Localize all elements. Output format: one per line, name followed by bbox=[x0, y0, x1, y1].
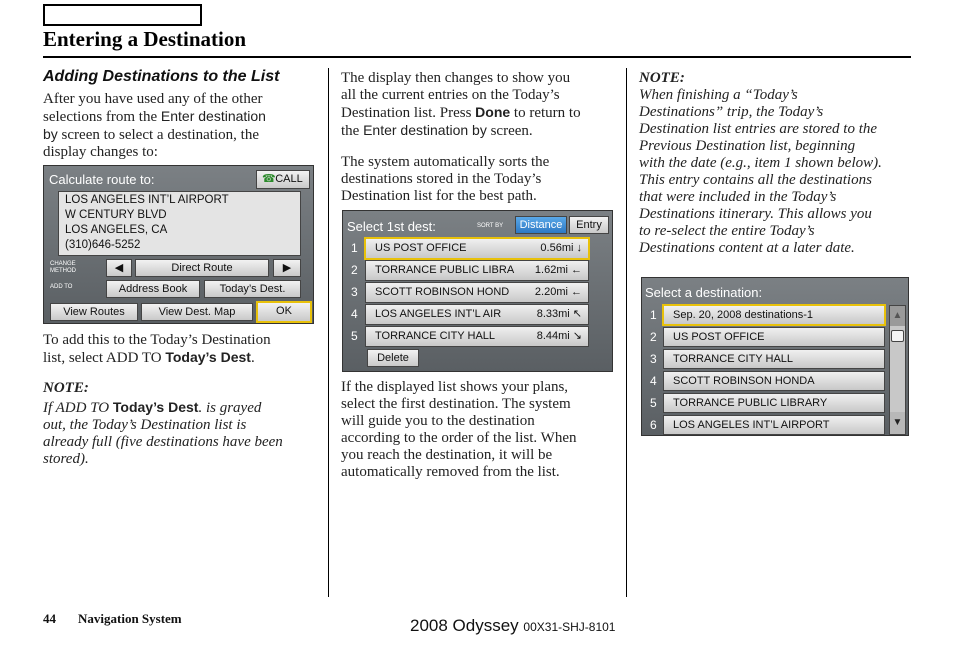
text-line: To add this to the Today’s Destination bbox=[43, 332, 271, 348]
text-line: After you have used any of the other bbox=[43, 91, 263, 107]
footer-section: Navigation System bbox=[78, 611, 182, 626]
subheading: Adding Destinations to the List bbox=[43, 68, 280, 85]
note-heading: NOTE: bbox=[43, 380, 89, 396]
row-name: LOS ANGELES INT’L AIR bbox=[375, 308, 502, 320]
text-span: . is grayed bbox=[198, 400, 262, 416]
text-line: out, the Today’s Destination list is bbox=[43, 417, 247, 433]
calculate-route-screen bbox=[43, 165, 314, 324]
destination-row[interactable]: US POST OFFICE bbox=[663, 327, 885, 347]
row-name: US POST OFFICE bbox=[375, 242, 467, 254]
screen-title: Calculate route to: bbox=[49, 172, 155, 187]
text-line: automatically removed from the list. bbox=[341, 464, 560, 480]
text-line: Destinations itinerary. This allows you bbox=[639, 206, 872, 222]
footer-model bbox=[410, 616, 615, 636]
screen-title: Select a destination: bbox=[645, 285, 763, 300]
ok-button[interactable]: OK bbox=[257, 302, 311, 322]
text-line: When finishing a “Today’s bbox=[639, 87, 798, 103]
text-span: Destination list. Press bbox=[341, 105, 476, 121]
row-number: 5 bbox=[650, 396, 657, 410]
header-box bbox=[43, 4, 202, 26]
text-line: stored). bbox=[43, 451, 89, 467]
row-distance: 0.56mi ↓ bbox=[540, 242, 582, 254]
col2-paragraph-3 bbox=[341, 379, 623, 481]
col2-paragraph-2 bbox=[341, 154, 621, 205]
text-line: The display then changes to show you bbox=[341, 70, 571, 86]
screen-label: Enter destination by bbox=[363, 122, 487, 138]
address-line: W CENTURY BLVD bbox=[65, 209, 167, 221]
text-line: will guide you to the destination bbox=[341, 413, 535, 429]
dest-row[interactable] bbox=[365, 282, 589, 303]
row-name: SCOTT ROBINSON HOND bbox=[375, 286, 510, 298]
add-to-label: ADD TO bbox=[50, 284, 73, 290]
row-number: 5 bbox=[351, 329, 358, 343]
row-number: 4 bbox=[351, 307, 358, 321]
row-distance: 8.33mi ↖ bbox=[536, 308, 582, 320]
row-number: 3 bbox=[351, 285, 358, 299]
scroll-thumb[interactable] bbox=[891, 330, 904, 342]
col1-paragraph-2 bbox=[43, 332, 323, 367]
call-button[interactable] bbox=[256, 170, 310, 189]
column-divider-2 bbox=[626, 68, 627, 597]
screen-label: by bbox=[43, 126, 58, 142]
text-line: already full (five destinations have been bbox=[43, 434, 283, 450]
address-book-button[interactable]: Address Book bbox=[106, 280, 200, 298]
text-line: with the date (e.g., item 1 shown below). bbox=[639, 155, 882, 171]
model-name: 2008 Odyssey bbox=[410, 616, 519, 635]
address-line: LOS ANGELES INT’L AIRPORT bbox=[65, 194, 229, 206]
screen-label: Done bbox=[475, 104, 511, 120]
text-line: This entry contains all the destinations bbox=[639, 172, 872, 188]
text-line: display changes to: bbox=[43, 144, 158, 160]
header-rule bbox=[43, 56, 911, 58]
text-span: selections from the bbox=[43, 109, 161, 125]
delete-button[interactable]: Delete bbox=[367, 349, 419, 367]
text-line: Destination list for the best path. bbox=[341, 188, 537, 204]
dest-row[interactable] bbox=[365, 304, 589, 325]
sort-entry-button[interactable]: Entry bbox=[569, 216, 609, 234]
arrow-right-icon: ▶ bbox=[282, 262, 292, 274]
scrollbar[interactable] bbox=[889, 305, 906, 435]
row-distance: 8.44mi ↘ bbox=[536, 330, 582, 342]
text-line: Previous Destination list, beginning bbox=[639, 138, 856, 154]
address-line: (310)646-5252 bbox=[65, 239, 141, 251]
call-label: CALL bbox=[275, 173, 303, 185]
screen-label: Today’s Dest bbox=[112, 399, 199, 415]
column-divider-1 bbox=[328, 68, 329, 597]
row-distance: 2.20mi ← bbox=[534, 286, 582, 298]
text-line: Destinations content at a later date. bbox=[639, 240, 855, 256]
arrow-left-icon: ◀ bbox=[114, 262, 124, 274]
text-line: that were included in the Today’s bbox=[639, 189, 837, 205]
view-routes-button[interactable]: View Routes bbox=[50, 303, 138, 321]
text-line: to re-select the entire Today’s bbox=[639, 223, 815, 239]
todays-dest-button[interactable]: Today’s Dest. bbox=[204, 280, 301, 298]
row-name: TORRANCE PUBLIC LIBRA bbox=[375, 264, 515, 276]
text-line: Destination list entries are stored to the bbox=[639, 121, 878, 137]
col3-note bbox=[639, 70, 911, 257]
destination-row[interactable]: TORRANCE PUBLIC LIBRARY bbox=[663, 393, 885, 413]
screen-label: Today’s Dest bbox=[165, 349, 251, 365]
select-first-dest-screen bbox=[342, 210, 613, 372]
model-code: 00X31-SHJ-8101 bbox=[523, 620, 616, 634]
destination-row[interactable]: TORRANCE CITY HALL bbox=[663, 349, 885, 369]
col2-paragraph-1 bbox=[341, 70, 621, 140]
screen-label: Enter destination bbox=[160, 108, 266, 124]
page-title: Entering a Destination bbox=[43, 27, 247, 51]
row-number: 4 bbox=[650, 374, 657, 388]
page-number: 44 bbox=[43, 611, 56, 626]
text-line: If the displayed list shows your plans, bbox=[341, 379, 569, 395]
address-line: LOS ANGELES, CA bbox=[65, 224, 168, 236]
phone-icon: ☎ bbox=[262, 173, 276, 185]
text-span: screen. bbox=[486, 123, 533, 139]
destination-row[interactable]: Sep. 20, 2008 destinations-1 bbox=[663, 305, 885, 325]
address-panel bbox=[58, 191, 301, 256]
text-line: you reach the destination, it will be bbox=[341, 447, 553, 463]
row-number: 1 bbox=[351, 241, 358, 255]
text-line: Destinations” trip, the Today’s bbox=[639, 104, 824, 120]
text-line: according to the order of the list. When bbox=[341, 430, 577, 446]
sort-distance-button[interactable]: Distance bbox=[515, 216, 567, 234]
select-destination-screen bbox=[641, 277, 909, 436]
text-span: If ADD TO bbox=[43, 400, 113, 416]
route-prev-button[interactable] bbox=[106, 259, 132, 277]
screen-title: Select 1st dest: bbox=[347, 219, 436, 234]
row-name: TORRANCE CITY HALL bbox=[375, 330, 496, 342]
note-heading: NOTE: bbox=[639, 70, 685, 86]
row-number: 2 bbox=[650, 330, 657, 344]
view-dest-map-button[interactable]: View Dest. Map bbox=[141, 303, 253, 321]
text-span: screen to select a destination, the bbox=[57, 127, 259, 143]
row-distance: 1.62mi ← bbox=[534, 264, 582, 276]
text-line: destinations stored in the Today’s bbox=[341, 171, 542, 187]
col1-note bbox=[43, 380, 327, 468]
text-line: The system automatically sorts the bbox=[341, 154, 550, 170]
text-span: to return to bbox=[510, 105, 581, 121]
dest-row[interactable] bbox=[365, 326, 589, 347]
change-method-label bbox=[50, 261, 76, 275]
row-number: 1 bbox=[650, 308, 657, 322]
route-mode-display: Direct Route bbox=[135, 259, 269, 277]
destination-row[interactable]: SCOTT ROBINSON HONDA bbox=[663, 371, 885, 391]
destination-row[interactable]: LOS ANGELES INT’L AIRPORT bbox=[663, 415, 885, 435]
scroll-down-icon[interactable]: ▼ bbox=[890, 412, 905, 434]
label-line: METHOD bbox=[50, 268, 76, 274]
label-line: CHANGE bbox=[50, 261, 76, 267]
route-next-button[interactable] bbox=[273, 259, 301, 277]
text-line: all the current entries on the Today’s bbox=[341, 87, 560, 103]
text-span: . bbox=[250, 350, 255, 366]
scroll-up-icon[interactable]: ▲ bbox=[890, 306, 905, 326]
col1-paragraph-1 bbox=[43, 91, 323, 161]
dest-row[interactable] bbox=[365, 238, 589, 259]
sort-by-label: SORT BY bbox=[477, 223, 504, 229]
text-span: list, select ADD TO bbox=[43, 350, 166, 366]
dest-row[interactable] bbox=[365, 260, 589, 281]
row-number: 6 bbox=[650, 418, 657, 432]
row-number: 3 bbox=[650, 352, 657, 366]
text-span: the bbox=[341, 123, 364, 139]
text-line: select the first destination. The system bbox=[341, 396, 571, 412]
row-number: 2 bbox=[351, 263, 358, 277]
